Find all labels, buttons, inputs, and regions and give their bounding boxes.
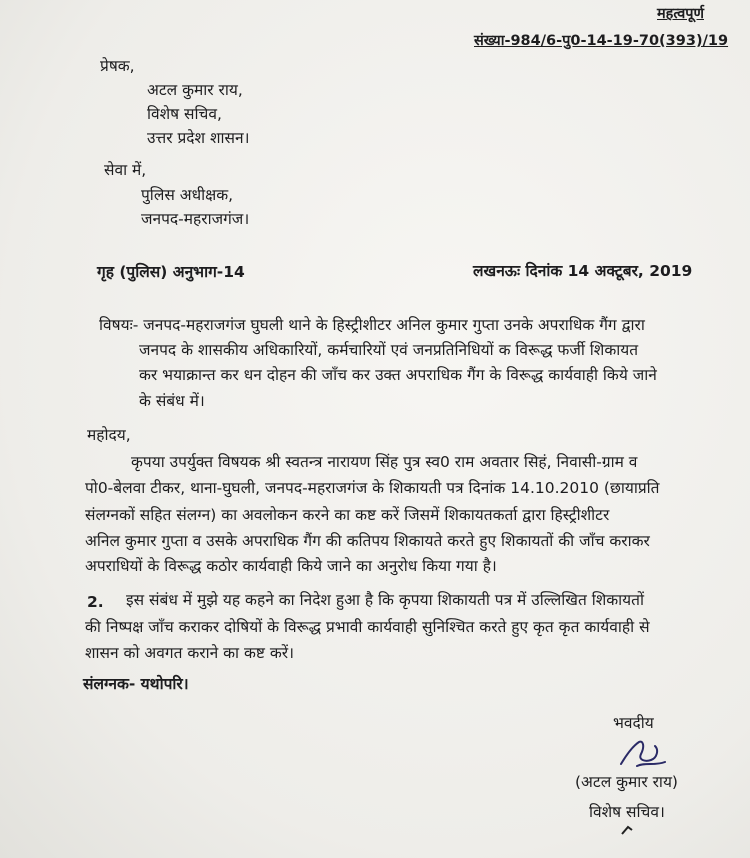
subject-line-3: कर भयाक्रान्त कर धन दोहन की जाँच कर उक्त अपराधिक गैंग के विरूद्ध कार्यवाही किये जाने — [139, 366, 657, 384]
para1-line-2: पो0-बेलवा टीकर, थाना-घुघली, जनपद-महराजगंज के शिकायती पत्र दिनांक 14.10.2010 (छायाप्रति — [85, 479, 660, 497]
recipient-district: जनपद-महराजगंज। — [141, 210, 250, 228]
subject-line-2: जनपद के शासकीय अधिकारियों, कर्मचारियों एवं जनप्रतिनिधियों क विरूद्ध फर्जी शिकायत — [139, 341, 639, 359]
recipient-designation: पुलिस अधीक्षक, — [141, 186, 234, 204]
subject-line-1: विषयः- जनपद-महराजगंज घुघली थाने के हिस्ट्रीशीटर अनिल कुमार गुप्ता उनके अपराधिक गैंग द्वारा — [99, 316, 645, 334]
closing-name: (अटल कुमार राय) — [575, 773, 678, 791]
recipient-label: सेवा में, — [104, 161, 147, 179]
para1-line-3: संलग्नकों सहित संलग्न) का अवलोकन करने का कष्ट करें जिसमें शिकायतकर्ता द्वारा हिस्ट्रीशीटर — [85, 506, 610, 524]
para1-line-5: अपराधियों के विरूद्ध कठोर कार्यवाही किये जाने का अनुरोध किया गया है। — [85, 557, 497, 575]
closing-designation: विशेष सचिव। — [589, 803, 665, 821]
para2-line-3: शासन को अवगत कराने का कष्ट करें। — [85, 644, 294, 662]
reference-number: संख्या-984/6-पु0-14-19-70(393)/19 — [474, 33, 729, 49]
para2-line-1: इस संबंध में मुझे यह कहने का निदेश हुआ है कि कृपया शिकायती पत्र में उल्लिखित शिकायतों — [126, 591, 645, 609]
enclosure: संलग्नक- यथोपरि। — [83, 675, 189, 693]
sender-label: प्रेषक, — [100, 57, 135, 75]
importance-mark: महत्वपूर्ण — [657, 6, 704, 22]
subject-line-4: के संबंध में। — [139, 392, 205, 410]
para1-line-1: कृपया उपर्युक्त विषयक श्री स्वतन्त्र नारायण सिंह पुत्र स्व0 राम अवतार सिहं, निवासी-ग्राम व — [131, 453, 638, 471]
place-date: लखनऊः दिनांक 14 अक्टूबर, 2019 — [473, 262, 693, 280]
salutation: महोदय, — [87, 426, 131, 444]
para2-number: 2. — [87, 593, 104, 611]
sender-designation: विशेष सचिव, — [147, 105, 222, 123]
department: गृह (पुलिस) अनुभाग-14 — [97, 263, 245, 281]
sender-office: उत्तर प्रदेश शासन। — [147, 129, 250, 147]
pen-mark — [618, 822, 638, 838]
sender-name: अटल कुमार राय, — [147, 81, 243, 99]
para2-line-2: की निष्पक्ष जाँच कराकर दोषियों के विरूद्ध प्रभावी कार्यवाही सुनिश्चित करते हुए कृत कृत कार्यवाही से — [85, 618, 650, 636]
para1-line-4: अनिल कुमार गुप्ता व उसके अपराधिक गैंग की कतिपय शिकायते करते हुए शिकायतों की जाँच कराकर — [85, 532, 650, 550]
closing-yours: भवदीय — [613, 714, 654, 732]
